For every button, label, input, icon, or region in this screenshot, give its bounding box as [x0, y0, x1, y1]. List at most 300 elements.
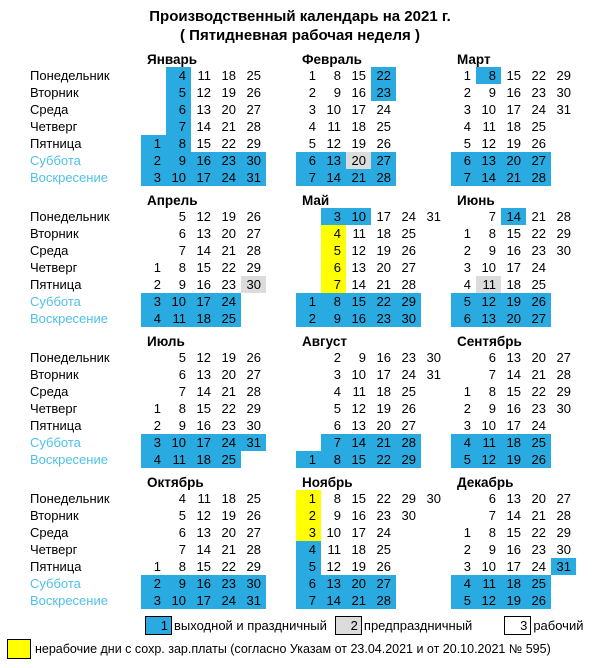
day-cell: 11: [327, 119, 341, 134]
weekday-label: Воскресение: [30, 311, 108, 326]
week-day-row: [141, 349, 296, 366]
week-day-row: [296, 383, 451, 400]
legend-swatch-paid-nonworking: [7, 639, 31, 659]
day-cell: 7: [178, 542, 186, 557]
week-day-row: [296, 67, 451, 84]
day-cell: 20: [501, 310, 526, 327]
week-day-row: [296, 524, 451, 541]
week-day-row: [296, 451, 451, 468]
weekday-label: Понедельник: [30, 209, 110, 224]
week-day-row: [296, 400, 451, 417]
day-cell: 8: [488, 226, 496, 241]
day-cell: 25: [376, 119, 391, 134]
legend-item: [504, 616, 583, 635]
day-cell: 5: [178, 508, 186, 523]
day-cell: 25: [401, 384, 416, 399]
day-cell: 12: [351, 401, 366, 416]
day-cell: 3: [296, 524, 321, 541]
day-cell: [296, 242, 321, 259]
day-cell: 28: [396, 434, 421, 451]
day-cell: 21: [371, 434, 396, 451]
day-cell: 8: [488, 525, 496, 540]
day-cell: 18: [191, 451, 216, 468]
day-cell: 10: [481, 559, 496, 574]
day-cell: 31: [551, 558, 576, 575]
day-cell: 12: [326, 136, 341, 151]
week-day-row: [451, 524, 600, 541]
day-cell: [296, 276, 321, 293]
day-cell: 6: [166, 101, 191, 118]
quarter-row: [30, 193, 600, 327]
legend-item: [145, 616, 327, 635]
day-cell: 15: [506, 525, 521, 540]
day-cell: 8: [321, 451, 346, 468]
day-cell: 14: [351, 277, 366, 292]
legend-row-paid-nonworking: [7, 639, 600, 659]
day-cell: 9: [178, 277, 186, 292]
day-cell: 27: [246, 102, 261, 117]
day-cell: 11: [327, 542, 341, 557]
day-cell: 19: [221, 209, 236, 224]
day-cell: [296, 383, 321, 400]
week-day-row: [296, 575, 451, 592]
week-day-row: [296, 349, 451, 366]
day-cell: 30: [426, 491, 441, 506]
week-day-row: [296, 101, 451, 118]
day-cell: 10: [351, 367, 366, 382]
day-cell: 16: [506, 85, 521, 100]
weekday-label: Суббота: [30, 435, 81, 450]
day-cell: 6: [451, 152, 476, 169]
week-day-row: [451, 152, 600, 169]
week-day-row: [451, 558, 600, 575]
day-cell: 26: [401, 243, 416, 258]
legend-note: нерабочие дни с сохр. зар.платы (согласно Указам от 23.04.2021 и от 20.10.2021 № 595): [35, 642, 551, 656]
day-cell: 4: [451, 575, 476, 592]
day-cell: 29: [556, 525, 571, 540]
day-cell: 16: [506, 243, 521, 258]
day-cell: [451, 366, 476, 383]
day-cell: 10: [326, 102, 341, 117]
week-day-row: [451, 67, 600, 84]
day-cell: 11: [352, 226, 366, 241]
weekday-label: Четверг: [30, 260, 78, 275]
day-cell: 23: [216, 575, 241, 592]
day-cell: 7: [296, 592, 321, 609]
day-cell: 4: [308, 119, 316, 134]
day-cell: 17: [351, 525, 366, 540]
day-cell: 4: [166, 67, 191, 84]
day-cell: 13: [506, 350, 521, 365]
day-cell: 14: [321, 592, 346, 609]
week-day-row: [141, 310, 296, 327]
day-cell: 14: [321, 169, 346, 186]
quarter-row: [30, 334, 600, 468]
week-day-row: [451, 310, 600, 327]
day-cell: [451, 490, 476, 507]
day-cell: 7: [178, 243, 186, 258]
day-cell: 22: [531, 226, 546, 241]
day-cell: 3: [321, 208, 346, 225]
day-cell: [141, 490, 166, 507]
day-cell: [141, 101, 166, 118]
day-cell: 1: [308, 68, 316, 83]
day-cell: 9: [166, 575, 191, 592]
day-cell: 28: [246, 119, 261, 134]
day-cell: 3: [308, 102, 316, 117]
day-cell: 20: [221, 226, 236, 241]
day-cell: [141, 541, 166, 558]
day-cell: 1: [463, 384, 471, 399]
day-cell: 12: [476, 592, 501, 609]
day-cell: 18: [376, 226, 391, 241]
weekday-label: Вторник: [30, 367, 79, 382]
day-cell: 8: [166, 135, 191, 152]
day-cell: 27: [526, 310, 551, 327]
day-cell: 26: [376, 136, 391, 151]
legend-label: рабочий: [533, 618, 584, 633]
day-cell: 21: [501, 169, 526, 186]
weekday-label: Среда: [30, 102, 69, 117]
day-cell: 19: [351, 559, 366, 574]
day-cell: 8: [178, 260, 186, 275]
day-cell: 31: [556, 102, 571, 117]
day-cell: 30: [556, 542, 571, 557]
day-cell: 11: [166, 451, 191, 468]
day-cell: 25: [526, 434, 551, 451]
day-cell: 8: [178, 401, 186, 416]
month-name: Октябрь: [147, 475, 204, 490]
day-cell: 27: [401, 418, 416, 433]
day-cell: 29: [556, 384, 571, 399]
day-cell: 18: [506, 119, 521, 134]
quarter-row: [30, 475, 600, 609]
day-cell: 4: [178, 491, 186, 506]
day-cell: 24: [531, 260, 546, 275]
day-cell: 27: [371, 152, 396, 169]
day-cell: 1: [141, 135, 166, 152]
day-cell: 16: [351, 85, 366, 100]
day-cell: 18: [376, 384, 391, 399]
day-cell: 14: [196, 542, 211, 557]
day-cell: 5: [296, 558, 321, 575]
week-day-row: [451, 225, 600, 242]
week-day-row: [296, 135, 451, 152]
day-cell: 5: [308, 136, 316, 151]
week-day-row: [451, 259, 600, 276]
day-cell: 4: [463, 277, 471, 292]
day-cell: 4: [321, 225, 346, 242]
day-cell: 7: [296, 169, 321, 186]
day-cell: 24: [216, 293, 241, 310]
day-cell: 6: [178, 525, 186, 540]
day-cell: 28: [246, 542, 261, 557]
day-cell: 28: [526, 169, 551, 186]
day-cell: 1: [296, 451, 321, 468]
day-cell: [141, 84, 166, 101]
day-cell: 2: [308, 85, 316, 100]
day-cell: 2: [296, 310, 321, 327]
day-cell: 18: [221, 491, 236, 506]
day-cell: 12: [326, 559, 341, 574]
day-cell: 7: [166, 118, 191, 135]
week-day-row: [141, 152, 296, 169]
day-cell: 2: [463, 243, 471, 258]
day-cell: 24: [531, 102, 546, 117]
day-cell: 20: [376, 418, 391, 433]
week-day-row: [296, 310, 451, 327]
day-cell: 26: [246, 350, 261, 365]
day-cell: 16: [376, 350, 391, 365]
week-day-row: [141, 451, 296, 468]
day-cell: 6: [296, 575, 321, 592]
day-cell: 25: [246, 68, 261, 83]
day-cell: 17: [506, 418, 521, 433]
day-cell: 21: [531, 209, 546, 224]
day-cell: 22: [376, 491, 391, 506]
day-cell: 28: [556, 209, 571, 224]
day-cell: 16: [191, 575, 216, 592]
day-cell: [141, 67, 166, 84]
weekday-label: Среда: [30, 384, 69, 399]
day-cell: 24: [376, 102, 391, 117]
week-day-row: [296, 434, 451, 451]
day-cell: 10: [481, 260, 496, 275]
weekday-label: Четверг: [30, 542, 78, 557]
day-cell: [141, 366, 166, 383]
week-day-row: [141, 101, 296, 118]
week-day-row: [451, 208, 600, 225]
day-cell: 30: [556, 85, 571, 100]
week-day-row: [296, 242, 451, 259]
day-cell: 31: [426, 209, 441, 224]
day-cell: 15: [506, 226, 521, 241]
day-cell: 2: [333, 350, 341, 365]
week-day-row: [141, 67, 296, 84]
day-cell: 22: [531, 68, 546, 83]
legend-label: выходной и праздничный: [174, 618, 327, 633]
day-cell: 12: [196, 85, 211, 100]
weekday-label: Суббота: [30, 294, 81, 309]
day-cell: 13: [506, 491, 521, 506]
day-cell: 25: [216, 451, 241, 468]
day-cell: 5: [451, 293, 476, 310]
week-day-row: [141, 276, 296, 293]
day-cell: 20: [221, 525, 236, 540]
day-cell: 11: [476, 575, 501, 592]
day-cell: 2: [463, 542, 471, 557]
week-day-row: [451, 84, 600, 101]
weekday-label: Понедельник: [30, 491, 110, 506]
day-cell: 19: [501, 451, 526, 468]
legend-swatch-w: 3: [504, 616, 531, 635]
week-day-row: [451, 276, 600, 293]
day-cell: 22: [371, 67, 396, 84]
day-cell: 2: [463, 401, 471, 416]
day-cell: 10: [481, 418, 496, 433]
weekday-label: Вторник: [30, 508, 79, 523]
day-cell: [296, 417, 321, 434]
day-cell: [141, 118, 166, 135]
day-cell: 18: [501, 434, 526, 451]
day-cell: 6: [296, 152, 321, 169]
calendar-grid: [0, 52, 600, 609]
weekday-labels-column: [30, 52, 141, 186]
week-day-row: [451, 242, 600, 259]
day-cell: 2: [463, 85, 471, 100]
day-cell: 13: [196, 226, 211, 241]
day-cell: 5: [333, 401, 341, 416]
day-cell: 3: [333, 367, 341, 382]
day-cell: 13: [196, 102, 211, 117]
day-cell: [451, 208, 476, 225]
week-day-row: [296, 490, 451, 507]
day-cell: 29: [556, 226, 571, 241]
day-cell: 14: [506, 367, 521, 382]
weekday-label: Пятница: [30, 277, 82, 292]
week-day-row: [141, 524, 296, 541]
day-cell: 12: [351, 243, 366, 258]
day-cell: 17: [191, 434, 216, 451]
month-block: [451, 193, 600, 327]
weekday-label: Вторник: [30, 226, 79, 241]
month-name: Март: [457, 52, 491, 67]
day-cell: [296, 225, 321, 242]
week-day-row: [141, 383, 296, 400]
day-cell: 23: [531, 243, 546, 258]
week-day-row: [451, 434, 600, 451]
week-day-row: [141, 434, 296, 451]
day-cell: 20: [531, 350, 546, 365]
week-day-row: [141, 118, 296, 135]
day-cell: 9: [333, 508, 341, 523]
day-cell: 7: [488, 508, 496, 523]
day-cell: 26: [246, 508, 261, 523]
day-cell: 30: [241, 276, 266, 293]
day-cell: 30: [401, 508, 416, 523]
day-cell: 18: [506, 277, 521, 292]
day-cell: 17: [376, 209, 391, 224]
week-day-row: [451, 366, 600, 383]
week-day-row: [141, 490, 296, 507]
day-cell: 29: [246, 559, 261, 574]
day-cell: 4: [463, 119, 471, 134]
month-name: Апрель: [147, 193, 198, 208]
day-cell: 5: [178, 209, 186, 224]
day-cell: [141, 208, 166, 225]
week-day-row: [141, 293, 296, 310]
day-cell: 23: [221, 418, 236, 433]
day-cell: 3: [141, 592, 166, 609]
day-cell: 10: [166, 434, 191, 451]
weekday-labels-column: [30, 475, 141, 609]
day-cell: 19: [376, 243, 391, 258]
day-cell: 13: [351, 418, 366, 433]
day-cell: 8: [333, 491, 341, 506]
day-cell: 1: [296, 490, 321, 507]
weekday-labels-column: [30, 193, 141, 327]
day-cell: 13: [351, 260, 366, 275]
day-cell: 8: [178, 559, 186, 574]
month-name: Сентябрь: [457, 334, 522, 349]
legend-swatch-h: 1: [145, 616, 172, 635]
weekday-label: Четверг: [30, 401, 78, 416]
weekday-label: Воскресение: [30, 593, 108, 608]
day-cell: 24: [531, 559, 546, 574]
day-cell: 21: [221, 542, 236, 557]
day-cell: [141, 383, 166, 400]
day-cell: 9: [333, 85, 341, 100]
day-cell: 23: [371, 84, 396, 101]
weekday-label: Воскресение: [30, 452, 108, 467]
day-cell: 21: [376, 277, 391, 292]
day-cell: 26: [246, 209, 261, 224]
week-day-row: [296, 417, 451, 434]
day-cell: 18: [191, 310, 216, 327]
day-cell: 17: [506, 260, 521, 275]
month-name: Декабрь: [457, 475, 514, 490]
day-cell: 23: [401, 350, 416, 365]
day-cell: 22: [221, 401, 236, 416]
day-cell: 17: [376, 367, 391, 382]
day-cell: 23: [531, 85, 546, 100]
day-cell: 21: [221, 384, 236, 399]
week-day-row: [296, 558, 451, 575]
day-cell: [296, 434, 321, 451]
week-day-row: [296, 259, 451, 276]
week-day-row: [451, 507, 600, 524]
day-cell: 13: [196, 367, 211, 382]
day-cell: 28: [246, 243, 261, 258]
day-cell: 23: [371, 310, 396, 327]
day-cell: 22: [371, 293, 396, 310]
weekday-label: Понедельник: [30, 350, 110, 365]
day-cell: 13: [321, 152, 346, 169]
day-cell: 5: [451, 451, 476, 468]
day-cell: 17: [506, 559, 521, 574]
page-title: [0, 0, 600, 45]
day-cell: 9: [166, 152, 191, 169]
week-day-row: [451, 293, 600, 310]
day-cell: 22: [531, 525, 546, 540]
weekday-label: Пятница: [30, 418, 82, 433]
month-name: Июль: [147, 334, 185, 349]
day-cell: 15: [346, 293, 371, 310]
title-line1: Производственный календарь на 2021 г.: [149, 8, 451, 25]
day-cell: 23: [531, 542, 546, 557]
weekday-label: Воскресение: [30, 170, 108, 185]
day-cell: 20: [221, 367, 236, 382]
day-cell: 3: [463, 102, 471, 117]
day-cell: 21: [221, 243, 236, 258]
day-cell: 18: [221, 68, 236, 83]
day-cell: 29: [246, 136, 261, 151]
day-cell: 13: [196, 525, 211, 540]
day-cell: 1: [296, 293, 321, 310]
day-cell: 20: [221, 102, 236, 117]
day-cell: 27: [556, 491, 571, 506]
day-cell: 1: [153, 559, 161, 574]
day-cell: 4: [296, 541, 321, 558]
day-cell: [141, 225, 166, 242]
day-cell: 17: [506, 102, 521, 117]
day-cell: 10: [481, 102, 496, 117]
week-day-row: [141, 259, 296, 276]
weekday-labels-column: [30, 334, 141, 468]
day-cell: 9: [488, 243, 496, 258]
title-line2: ( Пятидневная рабочая неделя ): [180, 27, 420, 44]
day-cell: 23: [376, 508, 391, 523]
